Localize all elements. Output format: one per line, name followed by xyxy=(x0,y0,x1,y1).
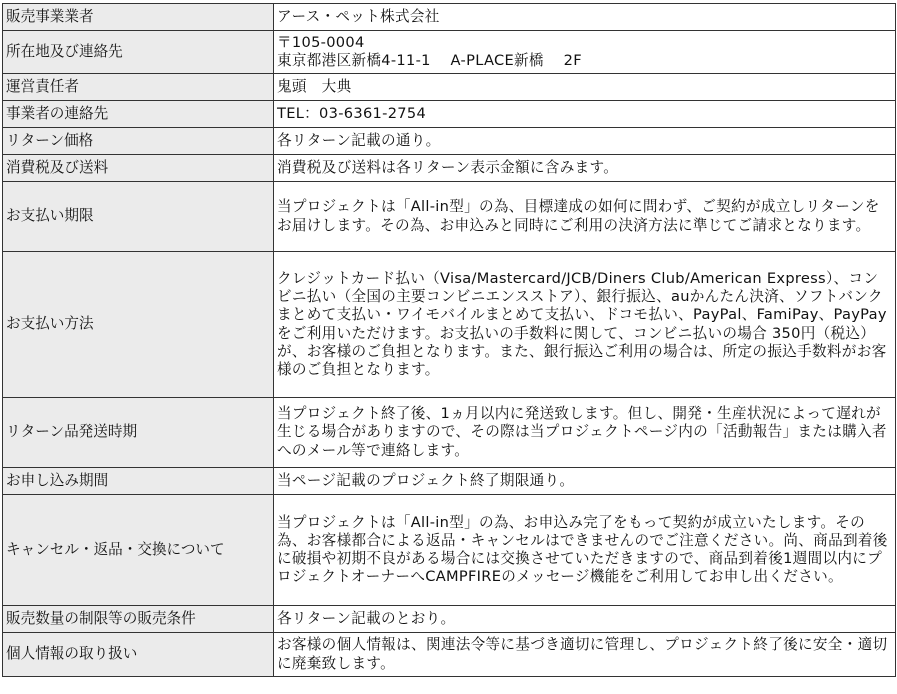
row-value: 当ページ記載のプロジェクト終了期限通り。 xyxy=(274,468,896,495)
row-value: 鬼頭 大典 xyxy=(274,74,896,101)
row-value: 当プロジェクトは「All-in型」の為、お申込み完了をもって契約が成立いたします。その為、お客様都合による返品・キャンセルはできませんのでご注意ください。尚、商品到着後に破損や初期不良がある場合には交換させていただきますので、商品到着後1週間以内にプロジェクトオーナーへCAMPFIREのメッセージ機能をご利用してお申し出ください。 xyxy=(274,495,896,606)
table-row xyxy=(3,182,896,252)
table-row xyxy=(3,606,896,633)
table-row xyxy=(3,155,896,182)
row-label: 所在地及び連絡先 xyxy=(3,31,274,74)
table-row xyxy=(3,31,896,74)
row-label: 運営責任者 xyxy=(3,74,274,101)
row-label: キャンセル・返品・交換について xyxy=(3,495,274,606)
row-value: 当プロジェクト終了後、1ヵ月以内に発送致します。但し、開発・生産状況によって遅れが生じる場合がありますので、その際は当プロジェクトページ内の「活動報告」または購入者へのメール等で連絡します。 xyxy=(274,398,896,468)
row-value: クレジットカード払い（Visa/Mastercard/JCB/Diners Club/American Express）、コンビニ払い（全国の主要コンビニエンスストア）、銀行振込、auかんたん決済、ソフトバンクまとめて支払い・ワイモバイルまとめて支払い、ドコモ払い、PayPal、FamiPay、PayPayをご利用いただけます。お支払いの手数料に関して、コンビニ払いの場合 350円（税込）が、お客様のご負担となります。また、銀行振込ご利用の場合は、所定の振込手数料がお客様のご負担となります。 xyxy=(274,252,896,398)
row-label: 消費税及び送料 xyxy=(3,155,274,182)
table-row xyxy=(3,128,896,155)
table-row xyxy=(3,74,896,101)
row-value: 消費税及び送料は各リターン表示金額に含みます。 xyxy=(274,155,896,182)
row-label: 個人情報の取り扱い xyxy=(3,633,274,677)
postal-code: 〒105-0004 xyxy=(277,33,365,51)
table-row xyxy=(3,633,896,677)
table-row xyxy=(3,468,896,495)
row-value: アース・ペット株式会社 xyxy=(274,4,896,31)
row-label: お支払い期限 xyxy=(3,182,274,252)
row-value: 各リターン記載の通り。 xyxy=(274,128,896,155)
row-value: 各リターン記載のとおり。 xyxy=(274,606,896,633)
row-label: 販売数量の制限等の販売条件 xyxy=(3,606,274,633)
row-label: 販売事業業者 xyxy=(3,4,274,31)
row-value: TEL：03-6361-2754 xyxy=(274,101,896,128)
row-value: お客様の個人情報は、関連法令等に基づき適切に管理し、プロジェクト終了後に安全・適切に廃棄致します。 xyxy=(274,633,896,677)
table-row xyxy=(3,495,896,606)
sales-info-table xyxy=(2,3,896,677)
row-label: お支払い方法 xyxy=(3,252,274,398)
table-row xyxy=(3,252,896,398)
row-label: リターン価格 xyxy=(3,128,274,155)
row-label: リターン品発送時期 xyxy=(3,398,274,468)
row-value: 当プロジェクトは「All-in型」の為、目標達成の如何に問わず、ご契約が成立しリターンをお届けします。その為、お申込みと同時にご利用の決済方法に準じてご請求となります。 xyxy=(274,182,896,252)
address: 東京都港区新橋4-11-1 A-PLACE新橋 2F xyxy=(277,52,582,69)
row-label: お申し込み期間 xyxy=(3,468,274,495)
table-row xyxy=(3,398,896,468)
row-value xyxy=(274,31,896,74)
table-row xyxy=(3,4,896,31)
table-row xyxy=(3,101,896,128)
row-label: 事業者の連絡先 xyxy=(3,101,274,128)
